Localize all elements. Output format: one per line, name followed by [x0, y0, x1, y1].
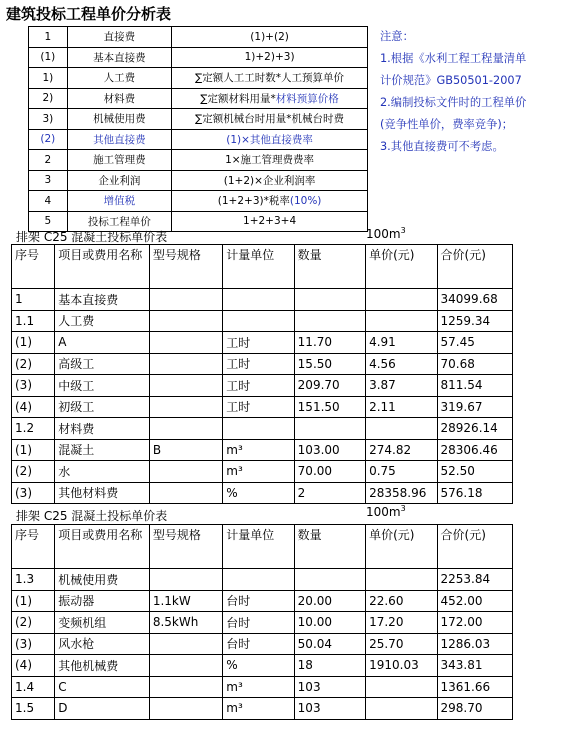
table-cell: 57.45	[437, 332, 512, 354]
table-cell: 10.00	[294, 612, 365, 634]
formula-no-cell: 3	[29, 170, 68, 191]
table-row	[12, 461, 513, 483]
table-cell: 4.91	[366, 332, 437, 354]
note-line: 注意：	[380, 30, 414, 43]
table-cell	[366, 310, 437, 332]
table-row	[12, 655, 513, 677]
formula-formula-cell	[172, 88, 368, 109]
table-cell: 103	[294, 676, 365, 698]
table-cell: 20.00	[294, 590, 365, 612]
table-row	[12, 676, 513, 698]
formula-row	[29, 170, 368, 191]
formula-name-cell: 基本直接费	[67, 47, 171, 68]
formula-formula-cell: 1×施工管理费费率	[172, 150, 368, 171]
table-cell: B	[149, 439, 222, 461]
table-cell: 298.70	[437, 698, 512, 720]
formula-name-cell: 人工费	[67, 68, 171, 89]
table-cell	[294, 569, 365, 591]
table-cell: 材料费	[55, 418, 150, 440]
table-cell: m³	[223, 461, 294, 483]
formula-no-cell: 3)	[29, 109, 68, 130]
table-cell: (3)	[12, 375, 55, 397]
table-cell: m³	[223, 698, 294, 720]
table-row	[12, 482, 513, 504]
table-cell	[149, 418, 222, 440]
table-cell	[149, 332, 222, 354]
table-cell: 0.75	[366, 461, 437, 483]
table-cell: 台时	[223, 633, 294, 655]
unit-caption: $100m^3$	[366, 226, 406, 241]
table-cell: (2)	[12, 461, 55, 483]
table-cell	[149, 353, 222, 375]
table-cell	[149, 482, 222, 504]
table-cell: 70.68	[437, 353, 512, 375]
table-cell	[366, 698, 437, 720]
formula-formula-cell: 1+2+3+4	[172, 211, 368, 232]
table-cell	[149, 375, 222, 397]
table-cell: 1.4	[12, 676, 55, 698]
table-cell: 28306.46	[437, 439, 512, 461]
table-cell: 初级工	[55, 396, 150, 418]
formula-row	[29, 109, 368, 130]
formula-no-cell: 5	[29, 211, 68, 232]
table-cell: 1.3	[12, 569, 55, 591]
table-cell: 28358.96	[366, 482, 437, 504]
table-cell: 1	[12, 289, 55, 311]
table-row	[12, 590, 513, 612]
table-cell: 人工费	[55, 310, 150, 332]
table-cell	[149, 698, 222, 720]
column-header: 项目或费用名称	[55, 525, 150, 569]
table-row	[12, 375, 513, 397]
table-cell: 中级工	[55, 375, 150, 397]
formula-row	[29, 88, 368, 109]
table-cell: 50.04	[294, 633, 365, 655]
formula-no-cell: 2	[29, 150, 68, 171]
formula-name-cell: 施工管理费	[67, 150, 171, 171]
table-cell: 水	[55, 461, 150, 483]
notes-block	[380, 26, 576, 158]
table-cell: 工时	[223, 396, 294, 418]
formula-name-cell: 材料费	[67, 88, 171, 109]
table-cell: (2)	[12, 612, 55, 634]
table-cell: 2.11	[366, 396, 437, 418]
table-cell: 452.00	[437, 590, 512, 612]
table-cell: 机械使用费	[55, 569, 150, 591]
table-cell: 52.50	[437, 461, 512, 483]
column-header: 序号	[12, 525, 55, 569]
formula-formula-cell: (1)+(2)	[172, 27, 368, 48]
table-cell	[149, 569, 222, 591]
table-cell: 11.70	[294, 332, 365, 354]
table-cell	[149, 655, 222, 677]
formula-row	[29, 150, 368, 171]
table-cell: (1)	[12, 332, 55, 354]
formula-formula-cell: 1)+2)+3)	[172, 47, 368, 68]
table-row	[12, 698, 513, 720]
price-table-2	[11, 524, 513, 720]
table-cell	[149, 396, 222, 418]
table-cell: 高级工	[55, 353, 150, 375]
table-cell: 1286.03	[437, 633, 512, 655]
table-cell: 28926.14	[437, 418, 512, 440]
table-header-row	[12, 525, 513, 569]
table-cell: 1.5	[12, 698, 55, 720]
column-header: 单价(元)	[366, 245, 437, 289]
column-header: 单价(元)	[366, 525, 437, 569]
formula-no-cell: 4	[29, 191, 68, 212]
table-cell: 1.1	[12, 310, 55, 332]
note-line: 1.根据《水利工程工程量清单	[380, 52, 527, 65]
formula-formula-cell	[172, 191, 368, 212]
table-cell: 2	[294, 482, 365, 504]
table-cell	[223, 310, 294, 332]
column-header: 计量单位	[223, 525, 294, 569]
formula-no-cell: (2)	[29, 129, 68, 150]
table-cell	[149, 676, 222, 698]
table-cell: 1361.66	[437, 676, 512, 698]
table-cell: 振动器	[55, 590, 150, 612]
column-header: 合价(元)	[437, 245, 512, 289]
table-cell: 15.50	[294, 353, 365, 375]
table-cell: 1.2	[12, 418, 55, 440]
table-caption: 排架 C25 混凝土投标单价表	[16, 509, 168, 523]
table-row	[12, 612, 513, 634]
table-header-row	[12, 245, 513, 289]
table-cell: m³	[223, 439, 294, 461]
table-cell	[149, 633, 222, 655]
table-cell	[223, 418, 294, 440]
formula-text: ∑定额材料用量*	[200, 92, 276, 105]
page-title: 建筑投标工程单价分析表	[6, 5, 172, 23]
table-cell: 1910.03	[366, 655, 437, 677]
formula-formula-cell: ∑定额人工工时数*人工预算单价	[172, 68, 368, 89]
note-line: 计价规范》GB50501-2007	[380, 74, 522, 87]
formula-row	[29, 129, 368, 150]
table-cell: 工时	[223, 375, 294, 397]
formula-name-cell: 投标工程单价	[67, 211, 171, 232]
table-cell: C	[55, 676, 150, 698]
table-cell: 4.56	[366, 353, 437, 375]
formula-row	[29, 27, 368, 48]
table-cell: 基本直接费	[55, 289, 150, 311]
table-cell: 18	[294, 655, 365, 677]
table-cell: 1259.34	[437, 310, 512, 332]
table-row	[12, 396, 513, 418]
table-cell	[366, 569, 437, 591]
table-cell	[294, 310, 365, 332]
table-cell: (3)	[12, 482, 55, 504]
table-cell: 风水枪	[55, 633, 150, 655]
column-header: 项目或费用名称	[55, 245, 150, 289]
formula-name-cell: 企业利润	[67, 170, 171, 191]
table-cell: 103	[294, 698, 365, 720]
unit-caption: $100m^3$	[366, 504, 406, 519]
table-caption: 排架 C25 混凝土投标单价表	[16, 230, 168, 244]
table-cell: 103.00	[294, 439, 365, 461]
column-header: 序号	[12, 245, 55, 289]
table-cell	[294, 289, 365, 311]
column-header: 型号规格	[149, 245, 222, 289]
column-header: 数量	[294, 525, 365, 569]
table-cell: 其他机械费	[55, 655, 150, 677]
table-row	[12, 569, 513, 591]
formula-table	[28, 26, 368, 232]
table-cell: D	[55, 698, 150, 720]
table-cell: 209.70	[294, 375, 365, 397]
formula-row	[29, 47, 368, 68]
table-cell: 混凝土	[55, 439, 150, 461]
table-cell: 其他材料费	[55, 482, 150, 504]
table-cell: 台时	[223, 590, 294, 612]
table-cell: 2253.84	[437, 569, 512, 591]
table-cell	[294, 418, 365, 440]
table-cell: (2)	[12, 353, 55, 375]
price-table-1	[11, 244, 513, 504]
table-cell: 17.20	[366, 612, 437, 634]
table-cell: 811.54	[437, 375, 512, 397]
table-cell: 台时	[223, 612, 294, 634]
note-line: (竞争性单价，费率竞争)；	[380, 118, 514, 131]
note-line: 2.编制投标文件时的工程单价	[380, 96, 527, 109]
table-cell	[366, 418, 437, 440]
formula-no-cell: 1	[29, 27, 68, 48]
table-cell: (1)	[12, 439, 55, 461]
column-header: 合价(元)	[437, 525, 512, 569]
formula-formula-cell: (1)×其他直接费率	[172, 129, 368, 150]
table-cell	[223, 289, 294, 311]
table-cell	[223, 569, 294, 591]
table-cell: (3)	[12, 633, 55, 655]
table-cell	[149, 310, 222, 332]
formula-row	[29, 68, 368, 89]
table-row	[12, 310, 513, 332]
formula-name-cell: 其他直接费	[67, 129, 171, 150]
table-cell: 22.60	[366, 590, 437, 612]
table-cell: %	[223, 482, 294, 504]
formula-name-cell: 机械使用费	[67, 109, 171, 130]
table-row	[12, 332, 513, 354]
formula-formula-cell: (1+2)×企业利润率	[172, 170, 368, 191]
formula-no-cell: (1)	[29, 47, 68, 68]
table-row	[12, 633, 513, 655]
table-row	[12, 439, 513, 461]
formula-no-cell: 1)	[29, 68, 68, 89]
table-cell	[366, 676, 437, 698]
table-row	[12, 289, 513, 311]
formula-text: (1+2+3)*税率	[217, 195, 290, 208]
formula-name-cell: 直接费	[67, 27, 171, 48]
table-cell: 25.70	[366, 633, 437, 655]
table-cell: 1.1kW	[149, 590, 222, 612]
table-cell	[149, 289, 222, 311]
table-cell: (4)	[12, 655, 55, 677]
table-row	[12, 353, 513, 375]
formula-row	[29, 191, 368, 212]
table-cell: 172.00	[437, 612, 512, 634]
table-cell: 工时	[223, 353, 294, 375]
price-text: 材料预算价格	[275, 92, 339, 105]
table-cell: %	[223, 655, 294, 677]
table-cell: 工时	[223, 332, 294, 354]
table-cell: 70.00	[294, 461, 365, 483]
formula-formula-cell: ∑定额机械台时用量*机械台时费	[172, 109, 368, 130]
table-cell: 576.18	[437, 482, 512, 504]
table-cell	[366, 289, 437, 311]
table-cell: 343.81	[437, 655, 512, 677]
formula-no-cell: 2)	[29, 88, 68, 109]
table-cell: m³	[223, 676, 294, 698]
table-cell: 变频机组	[55, 612, 150, 634]
table-cell: (1)	[12, 590, 55, 612]
table-cell: 8.5kWh	[149, 612, 222, 634]
column-header: 数量	[294, 245, 365, 289]
table-cell: 3.87	[366, 375, 437, 397]
table-row	[12, 418, 513, 440]
table-cell	[149, 461, 222, 483]
table-cell: (4)	[12, 396, 55, 418]
note-line: 3.其他直接费可不考虑。	[380, 140, 504, 153]
table-cell: 151.50	[294, 396, 365, 418]
tax-rate-text: (10%)	[289, 195, 322, 208]
formula-name-cell: 增值税	[67, 191, 171, 212]
table-cell: 274.82	[366, 439, 437, 461]
column-header: 型号规格	[149, 525, 222, 569]
column-header: 计量单位	[223, 245, 294, 289]
table-cell: A	[55, 332, 150, 354]
table-cell: 34099.68	[437, 289, 512, 311]
table-cell: 319.67	[437, 396, 512, 418]
